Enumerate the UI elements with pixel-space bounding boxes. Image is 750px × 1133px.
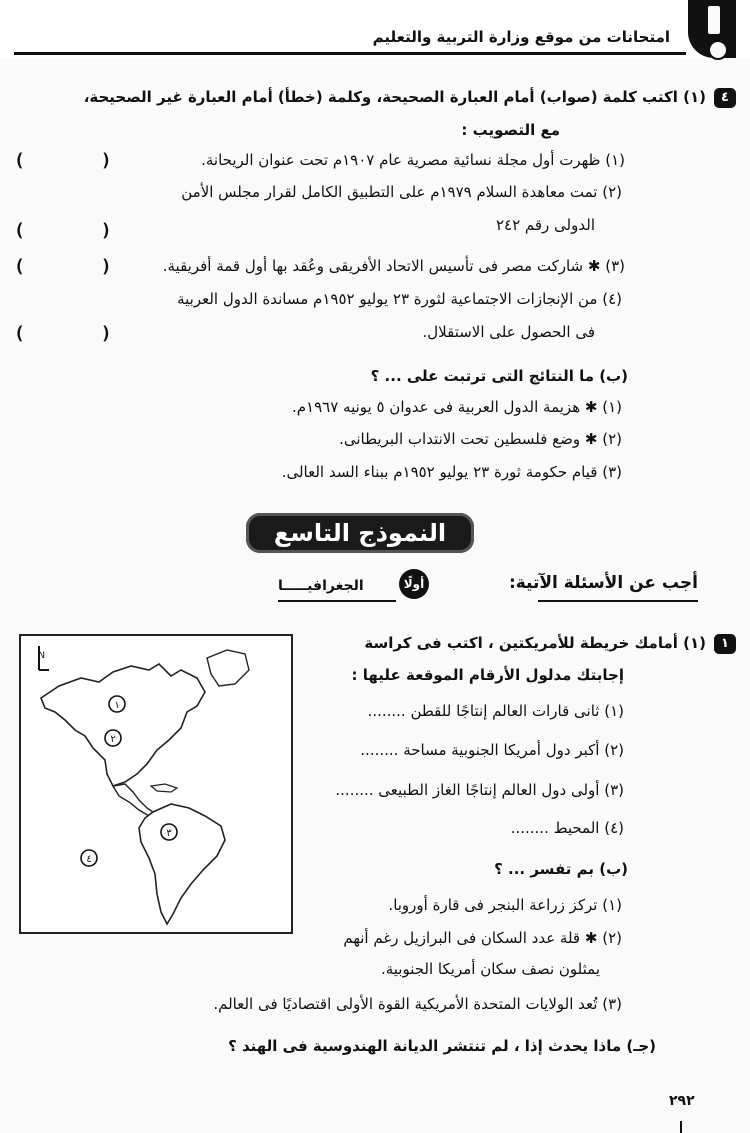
q4-item-3: (٣) ✱ شاركت مصر فى تأسيس الاتحاد الأفريقى وعُقد بها أول قمة أفريقية. xyxy=(162,257,625,275)
map-marker-2 xyxy=(105,730,121,746)
header-rule xyxy=(14,52,686,55)
header-tab-notch xyxy=(708,6,720,34)
svg-text:٣: ٣ xyxy=(166,828,172,839)
subject-underline xyxy=(278,600,396,602)
answer-brackets: ( ) xyxy=(14,220,112,241)
q4-item-1: (١) ظهرت أول مجلة نسائية مصرية عام ١٩٠٧م تحت عنوان الريحانة. xyxy=(201,151,625,169)
q1-a-instruction-cont: إجابتك مدلول الأرقام الموقعة عليها : xyxy=(351,666,624,684)
page-tick xyxy=(680,1121,682,1133)
svg-text:٤: ٤ xyxy=(86,854,92,865)
q1-c-title: (جـ) ماذا يحدث إذا ، لم تنتشر الديانة الهندوسية فى الهند ؟ xyxy=(228,1037,656,1055)
q4-b-item-2: (٢) ✱ وضع فلسطين تحت الانتداب البريطانى. xyxy=(339,430,622,448)
central-america-shape xyxy=(113,784,153,816)
q1-item-2: (٢) أكبر دول أمريكا الجنوبية مساحة ........ xyxy=(360,741,624,759)
q4-b-item-1: (١) ✱ هزيمة الدول العربية فى عدوان ٥ يونيه ١٩٦٧م. xyxy=(291,398,622,416)
caribbean-islands-shape xyxy=(151,784,177,792)
q1-b-title: (ب) بم تفسر ... ؟ xyxy=(494,860,628,878)
q4-item-4-cont: فى الحصول على الاستقلال. xyxy=(422,323,595,341)
q1-b-item-1: (١) تركز زراعة البنجر فى قارة أوروبا. xyxy=(388,896,622,914)
q4-a-instruction: (١) اكتب كلمة (صواب) أمام العبارة الصحيحة، وكلمة (خطأ) أمام العبارة غير الصحيحة، xyxy=(83,88,706,106)
section-heading-underline xyxy=(538,600,698,602)
north-america-shape xyxy=(41,664,205,786)
q1-item-3: (٣) أولى دول العالم إنتاجًا الغاز الطبيعى ........ xyxy=(335,781,624,799)
americas-map-drawing xyxy=(21,636,291,932)
svg-text:٢: ٢ xyxy=(110,734,116,745)
question-badge: ١ xyxy=(714,634,736,654)
q1-a-instruction: (١) أمامك خريطة للأمريكتين ، اكتب فى كراسة xyxy=(364,634,706,652)
answer-brackets: ( ) xyxy=(14,323,112,344)
q1-b-item-2: (٢) ✱ قلة عدد السكان فى البرازيل رغم أنهم xyxy=(343,929,622,947)
q4-b-title: (ب) ما النتائج التى ترتبت على ... ؟ xyxy=(370,367,628,385)
section-heading: أجب عن الأسئلة الآتية: xyxy=(508,573,698,593)
q4-a-instruction-cont: مع التصويب : xyxy=(461,121,560,139)
q1-item-1: (١) ثانى قارات العالم إنتاجًا للقطن ........ xyxy=(367,702,624,720)
header-circle-icon xyxy=(708,40,728,60)
q4-b-item-3: (٣) قيام حكومة ثورة ٢٣ يوليو ١٩٥٢م ببناء السد العالى. xyxy=(281,463,622,481)
page-header xyxy=(0,0,750,58)
q1-b-item-3: (٣) تُعد الولايات المتحدة الأمريكية القوة الأولى اقتصاديًا فى العالم. xyxy=(213,995,622,1013)
north-arrow-icon xyxy=(38,646,49,670)
map-marker-3 xyxy=(161,824,177,840)
page-number: ٢٩٢ xyxy=(669,1093,695,1109)
south-america-shape xyxy=(139,804,225,924)
subject-title: الجغرافيـــــا xyxy=(278,578,364,594)
section-badge: أولًا xyxy=(399,569,429,599)
greenland-shape xyxy=(207,650,249,686)
q4-item-4: (٤) من الإنجازات الاجتماعية لثورة ٢٣ يوليو ١٩٥٢م مساندة الدول العربية xyxy=(177,290,622,308)
map-marker-1 xyxy=(109,696,125,712)
header-title: امتحانات من موقع وزارة التربية والتعليم xyxy=(372,28,670,46)
q4-item-2-cont: الدولى رقم ٢٤٢ xyxy=(495,216,595,234)
north-arrow-label: N xyxy=(38,651,45,661)
question-badge: ٤ xyxy=(714,88,736,108)
map-marker-4 xyxy=(81,850,97,866)
q1-b-item-2-cont: يمثلون نصف سكان أمريكا الجنوبية. xyxy=(380,960,600,978)
answer-brackets: ( ) xyxy=(14,150,112,171)
americas-map xyxy=(19,634,293,934)
model-title: النموذج التاسع xyxy=(246,513,474,553)
svg-text:١: ١ xyxy=(114,700,120,711)
q4-item-2: (٢) تمت معاهدة السلام ١٩٧٩م على التطبيق الكامل لقرار مجلس الأمن xyxy=(181,183,622,201)
q1-item-4: (٤) المحيط ........ xyxy=(510,819,624,837)
answer-brackets: ( ) xyxy=(14,256,112,277)
